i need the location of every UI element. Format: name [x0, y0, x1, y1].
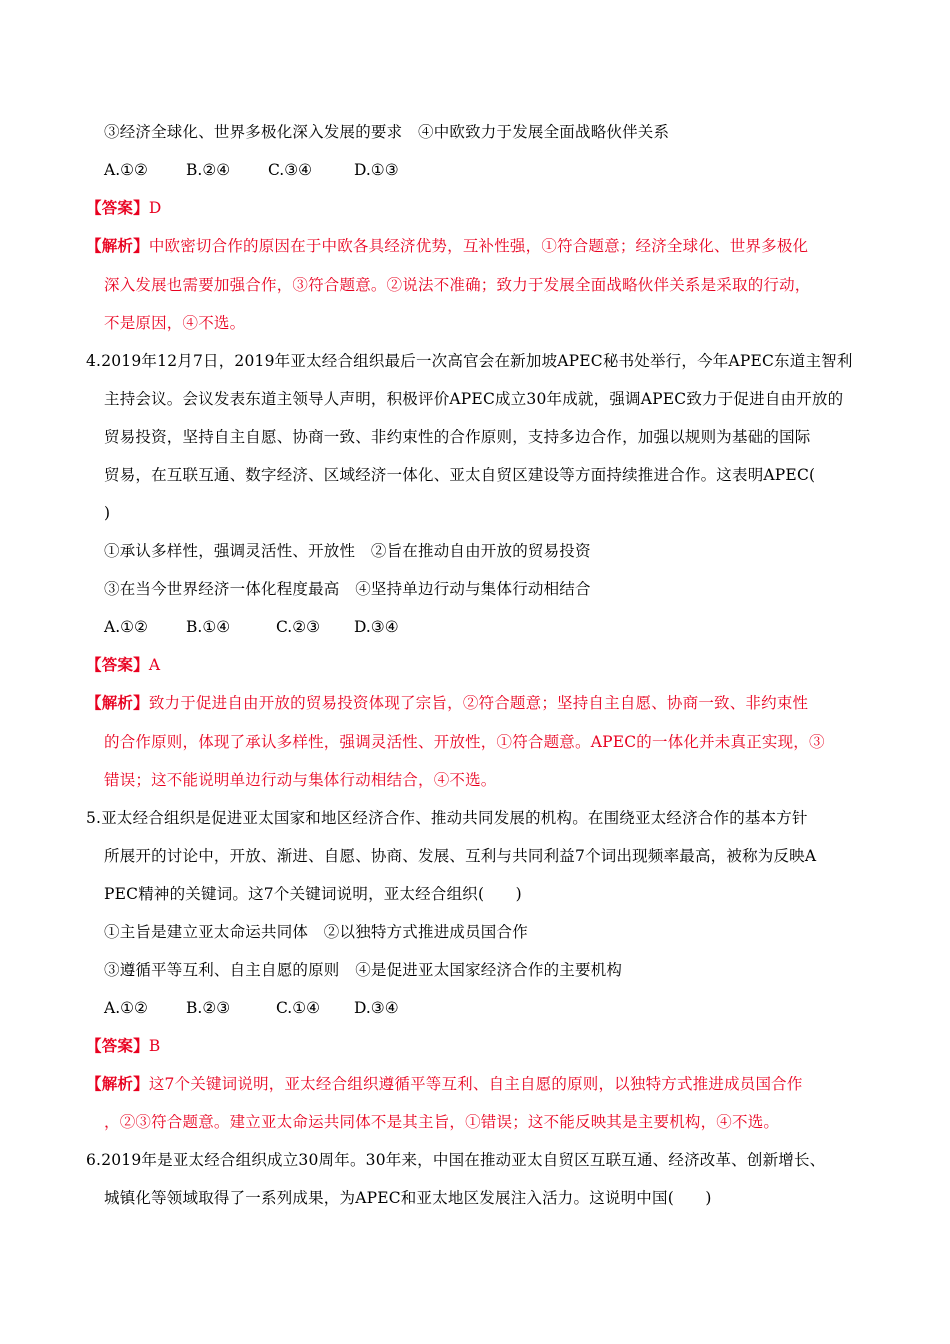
- q4-option-d: D.③④: [354, 618, 399, 636]
- q5-stem-line-3: PEC精神的关键词。这7个关键词说明，亚太经合组织( ): [104, 885, 522, 903]
- q4-stem-line-2: 主持会议。会议发表东道主领导人声明，积极评价APEC成立30年成就，强调APEC致力于促进自由开放的: [104, 390, 844, 408]
- q6-stem-line-1: 6.2019年是亚太经合组织成立30周年。30年来，中国在推动亚太自贸区互联互通、经济改革、创新增长、: [86, 1151, 826, 1169]
- q3-option-b: B.②④: [186, 161, 231, 179]
- q3-analysis-line-3: 不是原因，④不选。: [104, 314, 246, 332]
- q5-option-d: D.③④: [354, 999, 399, 1017]
- q4-analysis-line-3: 错误；这不能说明单边行动与集体行动相结合，④不选。: [104, 771, 497, 789]
- q4-analysis-line-1: [86, 693, 808, 713]
- answer-tag: 【答案】: [86, 655, 149, 674]
- analysis-text: 中欧密切合作的原因在于中欧各具经济优势，互补性强，①符合题意；经济全球化、世界多极化: [148, 237, 809, 255]
- q4-option-a: A.①②: [104, 618, 148, 636]
- q5-statement-1-2: ①主旨是建立亚太命运共同体 ②以独特方式推进成员国合作: [104, 923, 528, 941]
- q5-option-c: C.①④: [276, 999, 321, 1017]
- q4-stem-line-3: 贸易投资，坚持自主自愿、协商一致、非约束性的合作原则，支持多边合作，加强以规则为基础的国际: [104, 428, 811, 446]
- q4-statement-3-4: ③在当今世界经济一体化程度最高 ④坚持单边行动与集体行动相结合: [104, 580, 591, 598]
- q5-statement-3-4: ③遵循平等互利、自主自愿的原则 ④是促进亚太国家经济合作的主要机构: [104, 961, 623, 979]
- q3-answer: [86, 198, 161, 218]
- q4-option-b: B.①④: [186, 618, 231, 636]
- q3-analysis-line-2: 深入发展也需要加强合作，③符合题意。②说法不准确；致力于发展全面战略伙伴关系是采取的行动，: [104, 276, 811, 294]
- q5-option-a: A.①②: [104, 999, 148, 1017]
- q4-stem-line-5: ): [104, 504, 111, 522]
- q3-option-a: A.①②: [104, 161, 148, 179]
- analysis-tag: 【解析】: [86, 1074, 149, 1093]
- analysis-text: 这7个关键词说明，亚太经合组织遵循平等互利、自主自愿的原则，以独特方式推进成员国合作: [148, 1075, 803, 1093]
- q5-stem-line-1: 5.亚太经合组织是促进亚太国家和地区经济合作、推动共同发展的机构。在围绕亚太经济合作的基本方针: [86, 809, 808, 827]
- analysis-tag: 【解析】: [86, 236, 149, 255]
- q5-analysis-line-1: [86, 1074, 803, 1094]
- q5-stem-line-2: 所展开的讨论中，开放、渐进、自愿、协商、发展、互利与共同利益7个词出现频率最高，被称为反映A: [104, 847, 817, 865]
- answer-value: D: [148, 199, 162, 217]
- answer-tag: 【答案】: [86, 198, 149, 217]
- q5-option-b: B.②③: [186, 999, 231, 1017]
- q4-answer: [86, 655, 160, 675]
- q3-statement-3-4: ③经济全球化、世界多极化深入发展的要求 ④中欧致力于发展全面战略伙伴关系: [104, 123, 670, 141]
- analysis-tag: 【解析】: [86, 693, 149, 712]
- q3-option-d: D.①③: [354, 161, 399, 179]
- q4-statement-1-2: ①承认多样性，强调灵活性、开放性 ②旨在推动自由开放的贸易投资: [104, 542, 591, 560]
- answer-tag: 【答案】: [86, 1036, 149, 1055]
- q5-analysis-line-2: ，②③符合题意。建立亚太命运共同体不是其主旨，①错误；这不能反映其是主要机构，④不选。: [104, 1113, 780, 1131]
- analysis-text: 致力于促进自由开放的贸易投资体现了宗旨，②符合题意；坚持自主自愿、协商一致、非约束性: [148, 694, 809, 712]
- answer-value: B: [148, 1037, 161, 1055]
- q3-option-c: C.③④: [268, 161, 313, 179]
- q4-stem-line-4: 贸易，在互联互通、数字经济、区域经济一体化、亚太自贸区建设等方面持续推进合作。这表明APEC(: [104, 466, 816, 484]
- q4-stem-line-1: 4.2019年12月7日，2019年亚太经合组织最后一次高官会在新加坡APEC秘书处举行，今年APEC东道主智利: [86, 352, 853, 370]
- q3-analysis-line-1: [86, 236, 808, 256]
- q5-answer: [86, 1036, 160, 1056]
- q4-analysis-line-2: 的合作原则，体现了承认多样性，强调灵活性、开放性，①符合题意。APEC的一体化并未真正实现，③: [104, 733, 825, 751]
- q4-option-c: C.②③: [276, 618, 321, 636]
- q6-stem-line-2: 城镇化等领域取得了一系列成果，为APEC和亚太地区发展注入活力。这说明中国( ): [104, 1189, 712, 1207]
- answer-value: A: [148, 656, 161, 674]
